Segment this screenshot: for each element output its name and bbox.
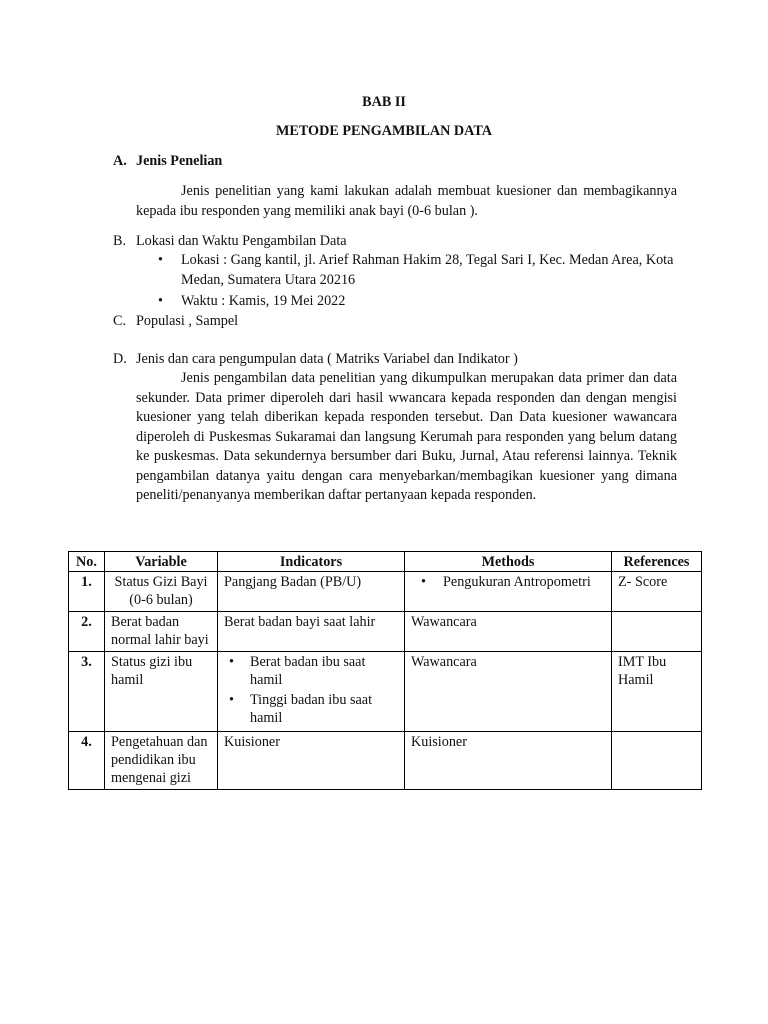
reference-cell [612, 732, 702, 790]
section-a-body: Jenis penelitian yang kami lakukan adalah membuat kuesioner dan membagikannya kepada ibu responden yang memiliki anak bayi (0-6 bulan ). [136, 183, 677, 219]
table-row [69, 612, 702, 652]
header-references: References [612, 552, 702, 572]
method-cell: Wawancara [405, 652, 612, 732]
table-row [69, 652, 702, 732]
section-a-label: Jenis Penelian [136, 153, 223, 169]
row-number: 3. [69, 652, 105, 732]
indicator-item: • Tinggi badan ibu saat hamil [224, 691, 398, 727]
section-a-paragraph [136, 182, 677, 221]
section-d-body: Jenis pengambilan data penelitian yang dikumpulkan merupakan data primer dan data sekunder. Data primer diperoleh dari hasil wwancara kepada responden dan dengan mengisi kuesioner yang telah diberikan kepada responden tersebut. Dan Data kuesioner wawancara diperoleh di Puskesmas Sukaramai dan langsung Kerumah para responden yang belum datang ke puskesmas. Data sekundernya bersumber dari Buku, Jurnal, Atau referensi lainnya. Teknik pengambilan datanya yaitu dengan cara menyebarkan/membagikan kuesioner yang dimana peneliti/penanyanya memberikan daftar pertanyaan kepada responden. [136, 370, 677, 503]
variable-cell: Berat badan normal lahir bayi [105, 612, 218, 652]
time-item: • Waktu : Kamis, 19 Mei 2022 [136, 292, 677, 312]
section-a-mark: A. [113, 153, 127, 169]
chapter-heading: BAB II [362, 94, 406, 110]
variable-cell: Status gizi ibu hamil [105, 652, 218, 732]
variable-indicator-table [68, 551, 702, 790]
method-item: • Pengukuran Antropometri [411, 573, 605, 591]
indicator-cell [218, 652, 405, 732]
indicator-cell: Berat badan bayi saat lahir [218, 612, 405, 652]
reference-cell: IMT Ibu Hamil [612, 652, 702, 732]
section-d-mark: D. [113, 351, 127, 367]
indicator-item: • Berat badan ibu saat hamil [224, 653, 398, 689]
method-cell: Wawancara [405, 612, 612, 652]
row-number: 2. [69, 612, 105, 652]
table-row [69, 732, 702, 790]
indicator-list [224, 653, 398, 727]
section-b-list [136, 251, 677, 312]
variable-cell: Status Gizi Bayi (0-6 bulan) [105, 572, 218, 612]
row-number: 1. [69, 572, 105, 612]
section-b-heading [113, 232, 683, 252]
header-variable: Variable [105, 552, 218, 572]
row-number: 4. [69, 732, 105, 790]
table-row [69, 572, 702, 612]
section-c-mark: C. [113, 313, 127, 329]
reference-cell [612, 612, 702, 652]
method-cell: Kuisioner [405, 732, 612, 790]
header-methods: Methods [405, 552, 612, 572]
section-c-heading [113, 312, 683, 332]
section-d-label: Jenis dan cara pengumpulan data ( Matriks Variabel dan Indikator ) [136, 351, 518, 367]
table-header-row [69, 552, 702, 572]
section-d-paragraph [136, 369, 677, 506]
header-indicators: Indicators [218, 552, 405, 572]
page-title: METODE PENGAMBILAN DATA [276, 123, 492, 139]
section-b-mark: B. [113, 233, 127, 249]
variable-cell: Pengetahuan dan pendidikan ibu mengenai gizi [105, 732, 218, 790]
reference-cell: Z- Score [612, 572, 702, 612]
section-a-heading [113, 152, 683, 172]
header-no: No. [69, 552, 105, 572]
location-item: • Lokasi : Gang kantil, jl. Arief Rahman Hakim 28, Tegal Sari I, Kec. Medan Area, Kota Medan, Sumatera Utara 20216 [136, 251, 677, 290]
section-d-heading [113, 350, 683, 370]
indicator-cell: Kuisioner [218, 732, 405, 790]
indicator-cell: Pangjang Badan (PB/U) [218, 572, 405, 612]
method-cell [405, 572, 612, 612]
section-b-label: Lokasi dan Waktu Pengambilan Data [136, 233, 347, 249]
section-c-label: Populasi , Sampel [136, 313, 239, 329]
method-list [411, 573, 605, 591]
